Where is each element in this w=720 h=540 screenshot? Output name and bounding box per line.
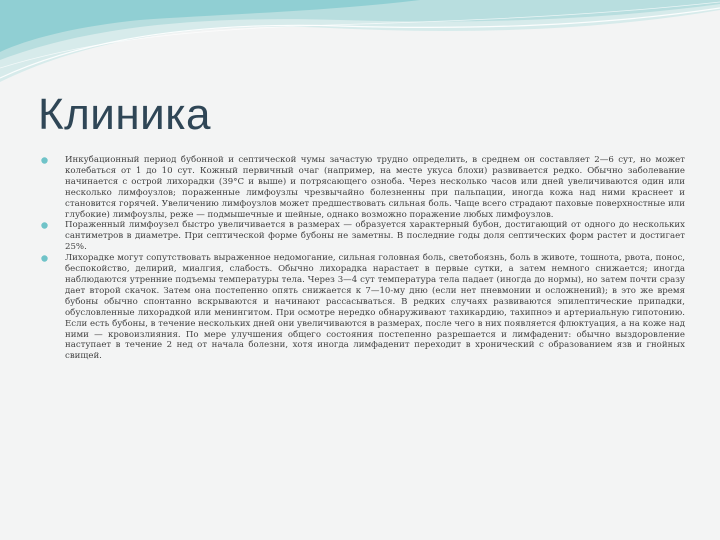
paragraph-text: Лихорадке могут сопутствовать выраженное недомогание, сильная головная боль, светобоязнь, боль в животе, тошнота, рвота, понос, беспокойство, делирий, миалгия, слабость. Обычно лихорадка нарастает в первые сутки, а затем немного снижается; иногда наблюдаются утренние подъемы температуры тела. Через 3—4 сут температура тела падает (иногда до нормы), но затем почти сразу дает второй скачок. Затем она постепенно опять снижается к 7—10-му дню (если нет пневмонии и осложнений); в это же время бубоны обычно спонтанно вскрываются и начинают рассасываться. В редких случаях развиваются эпилептические припадки, обусловленные лихорадкой или менингитом. При осмотре нередко обнаруживают тахикардию, тахипноэ и артериальную гипотонию. Если есть бубоны, в течение нескольких дней они увеличиваются в размерах, после чего в них появляется флюктуация, а на коже над ними — кровоизлияния. По мере улучшения общего состояния постепенно разрешается и лимфаденит: обычно выздоровление наступает в течение 2 нед от начала болезни, хотя иногда лимфаденит переходит в хронический с образованием язв и гнойных свищей. (65, 253, 685, 362)
bullet-icon (41, 255, 48, 262)
bullet-list (40, 155, 685, 362)
paragraph-text: Инкубационный период бубонной и септической чумы зачастую трудно определить, в среднем он составляет 2—6 сут, но может колебаться от 1 до 10 сут. Кожный первичный очаг (например, на месте укуса блохи) развивается редко. Обычно заболевание начинается с острой лихорадки (39°C и выше) и потрясающего озноба. Через несколько часов или дней увеличиваются один или несколько лимфоузлов; пораженные лимфоузлы чрезвычайно болезненны при пальпации, иногда кожа над ними краснеет и становится горячей. Увеличению лимфоузлов может предшествовать сильная боль. Чаще всего страдают паховые поверхностные или глубокие) лимфоузлы, реже — подмышечные и шейные, однако возможно поражение любых лимфоузлов. (65, 155, 685, 220)
list-item (40, 155, 685, 220)
paragraph-text: Пораженный лимфоузел быстро увеличивается в размерах — образуется характерный бубон, достигающий от одного до нескольких сантиметров в диаметре. При септической форме бубоны не заметны. В последние годы доля септических форм растет и достигает 25%. (65, 220, 685, 253)
list-item (40, 220, 685, 253)
decorative-wave-header (0, 0, 720, 100)
slide-title: Клиника (38, 90, 211, 139)
bullet-icon (41, 222, 48, 229)
list-item (40, 253, 685, 362)
bullet-icon (41, 157, 48, 164)
